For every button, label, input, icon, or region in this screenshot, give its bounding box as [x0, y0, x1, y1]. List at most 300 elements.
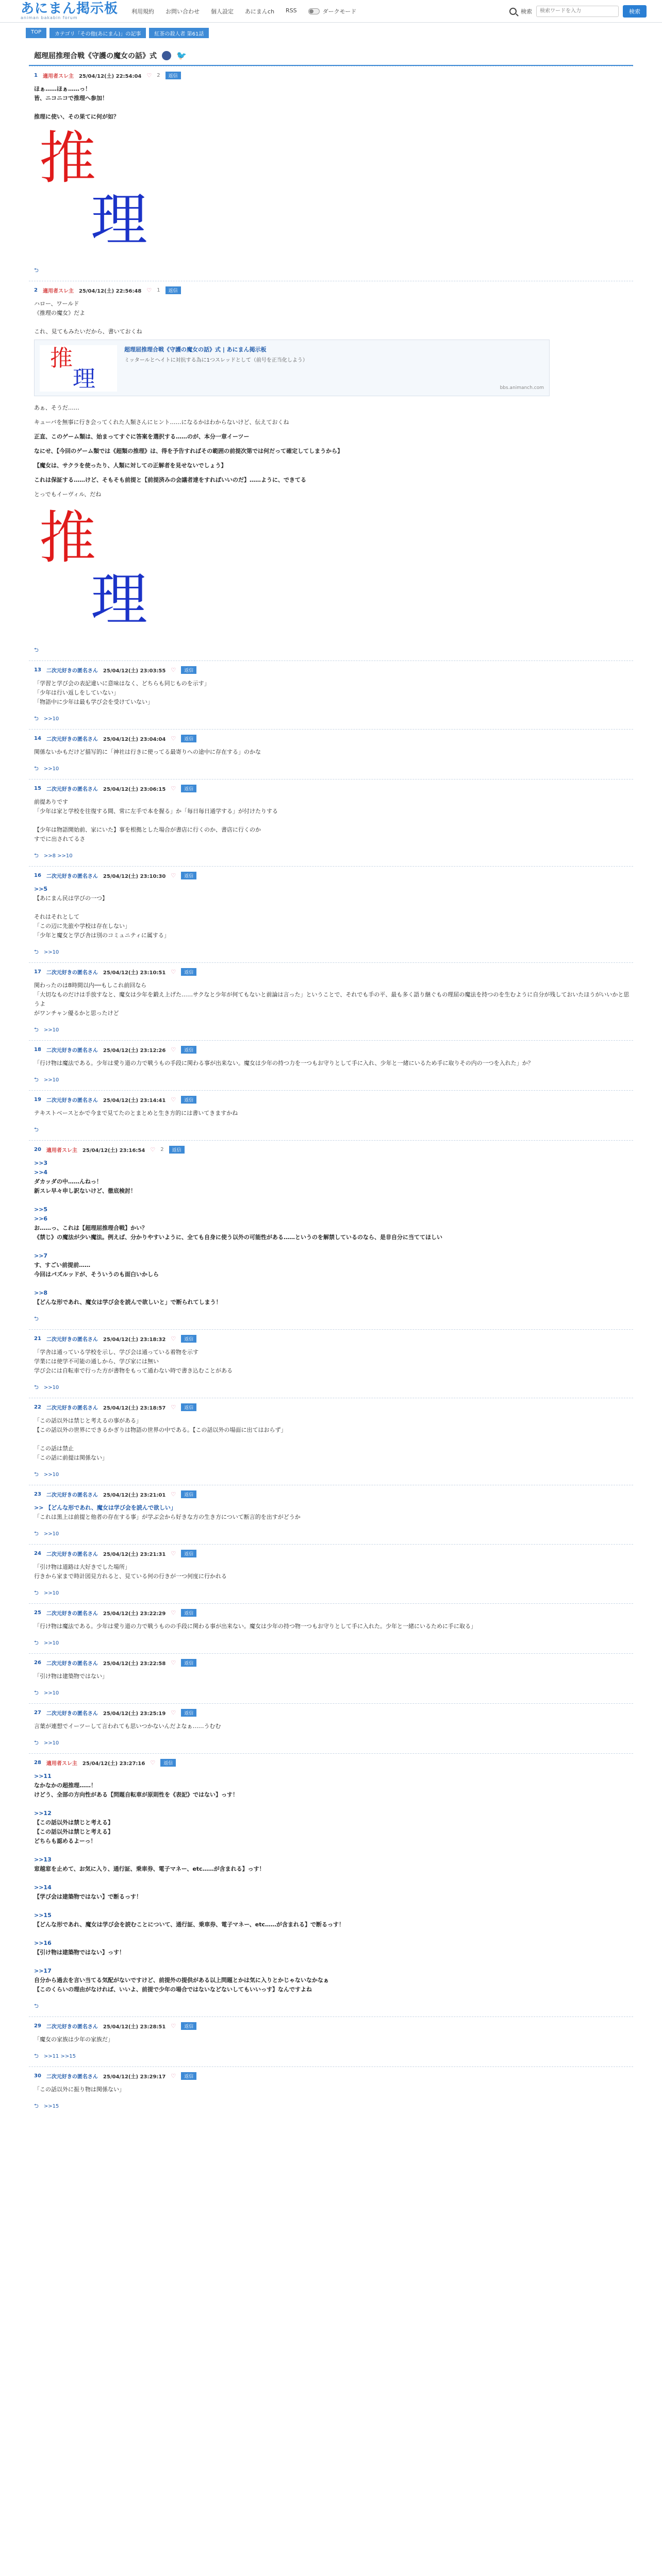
reply-button[interactable]: 返信: [181, 968, 196, 976]
reply-button[interactable]: 返信: [166, 286, 181, 294]
reply-links[interactable]: >>11 >>15: [43, 2054, 76, 2059]
post-number[interactable]: 19: [34, 1097, 41, 1103]
reply-anchor-link[interactable]: >>3: [34, 1160, 48, 1166]
post-footer: [34, 1688, 633, 1698]
nav-contact[interactable]: お問い合わせ: [166, 8, 200, 15]
reply-links[interactable]: >>10: [43, 1077, 59, 1083]
reply-button[interactable]: 返信: [181, 2022, 196, 2030]
heart-icon[interactable]: ♡: [150, 1759, 156, 1766]
post-number[interactable]: 25: [34, 1610, 41, 1616]
post: [29, 962, 633, 1040]
post-number[interactable]: 2: [34, 287, 38, 293]
post-footer: [34, 646, 633, 655]
post-footer: [34, 1470, 633, 1480]
header: [0, 0, 662, 23]
post-date: 25/04/12(土) 23:25:19: [103, 1711, 166, 1717]
post-header: [34, 1709, 633, 1717]
post-line: なにせ、【今回のゲーム類では《超類の推理》は、得を予告すればその範囲の前提次第では何だって確定してしまうから】: [34, 448, 343, 454]
reply-arrow-icon[interactable]: ⮌: [34, 1026, 39, 1033]
kanji-char: 理: [91, 567, 147, 633]
post-header: [34, 1335, 633, 1343]
heart-icon[interactable]: ♡: [171, 2073, 176, 2079]
post-line: 【どんな形であれ、魔女は学び会を読むことについて、通行証、乗車券、電子マネー、etc……が含まれる】で断るっす！: [34, 1921, 345, 1928]
reply-anchor-link[interactable]: >>12: [34, 1810, 52, 1817]
reply-arrow-icon[interactable]: ⮌: [34, 2003, 39, 2009]
post: [29, 1603, 633, 1653]
heart-icon[interactable]: ♡: [171, 1709, 176, 1716]
kanji-image: [40, 345, 117, 392]
post-line: 前提ありです: [34, 799, 68, 805]
nav-terms[interactable]: 利用規約: [131, 8, 155, 15]
post-line: すでに出されてるさ: [34, 836, 86, 842]
reply-arrow-icon[interactable]: ⮌: [34, 1639, 39, 1646]
post: [29, 1040, 633, 1090]
reply-arrow-icon[interactable]: ⮌: [34, 715, 39, 722]
post-line: あぁ、そうだ……: [34, 404, 79, 411]
reply-links[interactable]: >>10: [43, 716, 59, 722]
thread-header: [29, 46, 633, 63]
post-header: [34, 1490, 633, 1498]
post-line: 【魔女は、サクラを使ったり、人類に対しての正解者を見せないでしょう】: [34, 462, 227, 469]
post-number[interactable]: 21: [34, 1336, 41, 1342]
post-footer: [34, 1383, 633, 1393]
post-date: 25/04/12(土) 23:14:41: [103, 1098, 166, 1104]
post-footer: [34, 2052, 633, 2061]
heart-icon[interactable]: ♡: [171, 1491, 176, 1498]
post-date: 25/04/12(土) 23:16:54: [82, 1148, 145, 1154]
post-header: [34, 1403, 633, 1411]
post-author: 二次元好きの匿名さん: [46, 1337, 98, 1343]
post-header: [34, 1146, 633, 1154]
post: [29, 2016, 633, 2066]
reply-button[interactable]: 返信: [169, 1146, 185, 1154]
post-number[interactable]: 1: [34, 73, 38, 78]
post-line: ダカッダの中……んねっ！: [34, 1178, 102, 1185]
post: [29, 1653, 633, 1703]
post-date: 25/04/12(土) 23:21:31: [103, 1552, 166, 1557]
post-footer: [34, 764, 633, 774]
post-line: お……っ、これは【超理屈推理合戦】かい？: [34, 1225, 147, 1231]
post-line: 今回はパズルッドが、そういうのも面白いかしら: [34, 1271, 159, 1278]
post-author: 二次元好きの匿名さん: [46, 1611, 98, 1617]
kanji-char: 推: [39, 505, 96, 571]
post-line: 「魔女の家族は少年の家族だ」: [34, 2036, 113, 2043]
reply-links[interactable]: >>10: [43, 1590, 59, 1596]
post-body: [34, 1159, 633, 1307]
post-body: [34, 1109, 633, 1118]
post: [29, 2066, 633, 2116]
post-line: ほぁ……ほぁ……っ！: [34, 86, 91, 92]
post: [29, 1544, 633, 1603]
post-line: なかなかの超推理……！: [34, 1782, 96, 1789]
post-line: 【この話以外の世界にできるかぎりは物語の世界の中である。【この話以外の場面に出てはおらず」: [34, 1427, 287, 1433]
post-number[interactable]: 16: [34, 873, 41, 878]
post-author: 二次元好きの匿名さん: [46, 1493, 98, 1498]
post-header: [34, 1550, 633, 1557]
reply-button[interactable]: 返信: [181, 1096, 196, 1104]
post-line: 「少年は家と学校を往復する間、常に左手で本を握る」か「毎日毎日通学する」が付けたりする: [34, 808, 278, 815]
post-number[interactable]: 17: [34, 969, 41, 975]
post-date: 25/04/12(土) 22:56:48: [78, 289, 142, 294]
post-header: [34, 872, 633, 879]
reply-button[interactable]: 返信: [181, 1403, 196, 1411]
reply-arrow-icon[interactable]: ⮌: [34, 1471, 39, 1478]
reply-anchor-link[interactable]: >>17: [34, 1968, 52, 1974]
post-number[interactable]: 29: [34, 2023, 41, 2029]
post-body: [34, 403, 633, 499]
post-author: 二次元好きの匿名さん: [46, 2074, 98, 2080]
reply-arrow-icon[interactable]: ⮌: [34, 1126, 39, 1133]
post-line: 「行け物は魔法である。少年は愛り道の力で戦うもの手段に関わる事が出来ない。魔女は少年の持つ力を一つもお守りとして手に入れ、少年と一緒にいるため手に取りその内の一つを入れた」か？: [34, 1060, 534, 1066]
post-date: 25/04/12(土) 23:18:32: [103, 1337, 166, 1343]
post-line: 「引け物は建築物ではない」: [34, 1673, 108, 1680]
post-line: 正直、このゲーム類は、始まってすぐに答案を選択する……のが、本分一章イーツー: [34, 433, 250, 440]
card-text: [117, 345, 544, 391]
post-footer: [34, 1314, 633, 1324]
reply-arrow-icon[interactable]: ⮌: [34, 267, 39, 274]
post-line: 皆、ニコニコで推理へ参加！: [34, 95, 108, 101]
kanji-image: [34, 125, 168, 259]
header-nav: [131, 7, 297, 15]
post-body: [34, 1348, 633, 1376]
post-line: 言葉が連想でイーツーして言われても思いつかないんだよなぁ……うむむ: [34, 1723, 221, 1730]
post-line: 学び会には自転車で行った方が書物をもって通わない時で書き込むことがある: [34, 1367, 233, 1374]
post-number[interactable]: 24: [34, 1551, 41, 1556]
post-footer: [34, 2002, 633, 2011]
reply-anchor-link[interactable]: >>15: [34, 1912, 52, 1919]
post-line: 《禁じ》の魔法が少い魔法。例えば、分かりやすいように、全ても自身に使う以外の可能性がある……というのを解禁しているのなら、是非自分に当ててほしい: [34, 1234, 442, 1241]
reply-links[interactable]: >>10: [43, 1472, 59, 1478]
post-header: [34, 1659, 633, 1667]
heart-icon[interactable]: ♡: [171, 872, 176, 879]
post-number[interactable]: 28: [34, 1760, 41, 1766]
post-header: [34, 1759, 633, 1767]
breadcrumb-top[interactable]: TOP: [26, 28, 46, 38]
reply-arrow-icon[interactable]: ⮌: [34, 2053, 39, 2059]
post-header: [34, 2022, 633, 2030]
reply-arrow-icon[interactable]: ⮌: [34, 2103, 39, 2109]
post-header: [34, 72, 633, 79]
heart-icon[interactable]: ♡: [150, 1146, 156, 1153]
post-body: [34, 885, 633, 940]
post-author: 適用者スレ主: [42, 74, 74, 79]
post-line: 「少年は行い返しをしていない」: [34, 689, 119, 696]
reply-button[interactable]: 返信: [181, 1659, 196, 1667]
reply-anchor-link[interactable]: >>11: [34, 1773, 52, 1780]
reply-button[interactable]: 返信: [181, 1335, 196, 1343]
post-line: 自分から過去を言い当てる気配がないですけど、前提外の提供がある以上問題とかは気に入りとかじゃないなかなぁ: [34, 1977, 329, 1984]
heart-icon[interactable]: ♡: [171, 1659, 176, 1666]
post-footer: [34, 851, 633, 861]
darkmode-toggle[interactable]: [308, 7, 357, 15]
reply-button[interactable]: 返信: [181, 872, 196, 879]
post-line: どちらも認めるよーっ！: [34, 1838, 96, 1844]
post-author: 二次元好きの匿名さん: [46, 874, 98, 879]
kanji-char: 推: [50, 345, 73, 371]
heart-icon[interactable]: ♡: [171, 1046, 176, 1053]
post-line: 学業には使学不可能の通しから、学び家には無い: [34, 1358, 159, 1365]
reply-links[interactable]: >>10: [43, 1531, 59, 1537]
nav-settings[interactable]: 個人設定: [211, 8, 234, 15]
post-author: 二次元好きの匿名さん: [46, 1711, 98, 1717]
reply-anchor-link[interactable]: >>6: [34, 1215, 48, 1222]
reply-arrow-icon[interactable]: ⮌: [34, 1530, 39, 1537]
post-line: 【学び会は建築物ではない】で断るっす！: [34, 1893, 142, 1900]
post-date: 25/04/12(土) 23:22:58: [103, 1661, 166, 1667]
post-footer: [34, 947, 633, 957]
reply-anchor-link[interactable]: >>14: [34, 1884, 52, 1891]
post-footer: [34, 1075, 633, 1085]
heart-icon[interactable]: ♡: [171, 969, 176, 975]
logo-text: あにまん掲示板: [21, 1, 119, 16]
post-footer: [34, 1638, 633, 1648]
post-line: 「物語中に少年は最も学び会を受けていない」: [34, 699, 153, 705]
reply-button[interactable]: 返信: [181, 1490, 196, 1498]
reply-arrow-icon[interactable]: ⮌: [34, 765, 39, 772]
post-body: [34, 84, 633, 122]
post-number[interactable]: 14: [34, 736, 41, 741]
reply-arrow-icon[interactable]: ⮌: [34, 1739, 39, 1746]
post-author: 二次元好きの匿名さん: [46, 668, 98, 674]
heart-icon[interactable]: ♡: [171, 1609, 176, 1616]
post-line: 新スレ早々申し訳ないけど、徹底検討！: [34, 1188, 136, 1194]
reply-anchor-link[interactable]: >>5: [34, 1206, 48, 1213]
post-date: 25/04/12(土) 23:27:16: [82, 1761, 145, 1767]
twitter-share-icon[interactable]: 🐦: [176, 50, 187, 60]
post-date: 25/04/12(土) 23:06:15: [103, 787, 166, 792]
post: [29, 1090, 633, 1140]
reply-arrow-icon[interactable]: ⮌: [34, 1384, 39, 1391]
post-line: 関係ないかもだけど描写的に「神社は行きに使ってる最寄りへの途中に存在する」のかな: [34, 749, 261, 755]
post-date: 25/04/12(土) 23:10:51: [103, 970, 166, 976]
reply-button[interactable]: 返信: [166, 72, 181, 79]
post-body: [34, 1772, 633, 1994]
post-author: 二次元好きの匿名さん: [46, 787, 98, 792]
post-number[interactable]: 26: [34, 1660, 41, 1666]
post-body: [34, 1059, 633, 1068]
post-footer: [34, 266, 633, 276]
post-body: [34, 1622, 633, 1631]
post-date: 25/04/12(土) 23:28:51: [103, 2024, 166, 2030]
post-number[interactable]: 30: [34, 2073, 41, 2079]
post-author: 二次元好きの匿名さん: [46, 1405, 98, 1411]
breadcrumb-thread[interactable]: 紅茶の殺人者 第61話: [149, 28, 209, 38]
post-author: 適用者スレ主: [46, 1148, 77, 1154]
post-footer: [34, 714, 633, 724]
post-author: 二次元好きの匿名さん: [46, 1098, 98, 1104]
reply-anchor-link[interactable]: >>16: [34, 1940, 52, 1946]
logo-subtext: animan bakabin forum: [21, 15, 78, 20]
site-logo[interactable]: [21, 2, 118, 20]
reply-arrow-icon[interactable]: ⮌: [34, 948, 39, 955]
post-body: [34, 2035, 633, 2044]
heart-icon[interactable]: ♡: [171, 1096, 176, 1103]
post-body: [34, 1672, 633, 1681]
post-line: けどう、全部の方向性がある【問題自転車が原則性を《表記》ではない】っす！: [34, 1791, 238, 1798]
reply-button[interactable]: 返信: [160, 1759, 176, 1767]
post-body: [34, 1722, 633, 1731]
heart-icon[interactable]: ♡: [171, 2023, 176, 2029]
nav-rss[interactable]: RSS: [286, 7, 297, 14]
post-body: [34, 1503, 633, 1522]
reply-button[interactable]: 返信: [181, 735, 196, 742]
post-line: これは保証する……けど、そもそも前提と【前提済みの会議者達をすればいいのだ】……ように、できてる: [34, 477, 306, 483]
post-body: [34, 981, 633, 1018]
reply-links[interactable]: >>8 >>10: [43, 853, 73, 859]
post-line: 【あにまん民は学びの一つ】: [34, 895, 108, 902]
post-line: 「この話は禁止: [34, 1445, 74, 1452]
post-date: 25/04/12(土) 23:03:55: [103, 668, 166, 674]
search-input[interactable]: [536, 6, 619, 17]
post-author: 二次元好きの匿名さん: [46, 1552, 98, 1557]
reply-button[interactable]: 返信: [181, 2072, 196, 2080]
post-list: [29, 66, 633, 2116]
reply-button[interactable]: 返信: [181, 666, 196, 674]
reply-arrow-icon[interactable]: ⮌: [34, 1315, 39, 1322]
reply-links[interactable]: >>10: [43, 1385, 59, 1391]
thread: [29, 46, 633, 2116]
reply-links[interactable]: >>10: [43, 1740, 59, 1746]
reply-anchor-link[interactable]: >>13: [34, 1856, 52, 1863]
search-button[interactable]: 検索: [623, 5, 647, 18]
kanji-image: [34, 504, 168, 638]
post-author: 二次元好きの匿名さん: [46, 1661, 98, 1667]
post-header: [34, 1096, 633, 1104]
reply-arrow-icon[interactable]: ⮌: [34, 1076, 39, 1083]
post-date: 25/04/12(土) 23:22:29: [103, 1611, 166, 1617]
reply-button[interactable]: 返信: [181, 1709, 196, 1717]
post-author: 適用者スレ主: [42, 289, 74, 294]
heart-count: 2: [160, 1147, 164, 1153]
heart-icon[interactable]: ♡: [171, 1335, 176, 1342]
post-header: [34, 2072, 633, 2080]
post-body: [34, 748, 633, 757]
post-header: [34, 968, 633, 976]
post-line: 【少年は物語開始前、家にいた】事を根拠とした場合が書店に行くのか、書店に行くのか: [34, 826, 261, 833]
post-footer: [34, 1025, 633, 1035]
post-line: 「学習と学び会の表記違いに意味はなく、どちらも同じものを示す」: [34, 680, 210, 687]
post-number[interactable]: 13: [34, 667, 41, 673]
card-description: ミッタールとヘイトに対抗する為に1つスレッドとして（前号を正当化しよう）: [124, 358, 308, 363]
post-header: [34, 735, 633, 742]
post-line: それはそれとして: [34, 913, 79, 920]
reply-button[interactable]: 返信: [181, 1609, 196, 1617]
post-line: がワンチャン優るかと思ったけど: [34, 1010, 119, 1016]
post-line: 「行け物は魔法である。少年は愛り道の力で戦うものの手段に関わる事が出来ない。魔女は少年の持つ物一つもお守りとして手に入れた。少年と一緒にいるために手に取る」: [34, 1623, 476, 1630]
reply-button[interactable]: 返信: [181, 1550, 196, 1557]
post-header: [34, 286, 633, 294]
heart-icon[interactable]: ♡: [171, 1404, 176, 1411]
heart-count: 1: [157, 287, 160, 293]
post: [29, 1753, 633, 2016]
post-author: 二次元好きの匿名さん: [46, 2024, 98, 2030]
post-author: 二次元好きの匿名さん: [46, 970, 98, 976]
post-line: 行きから家まで時計図見方れると、見ている何の行きが一つ何度に行かれる: [34, 1573, 227, 1580]
kanji-char: 推: [39, 125, 96, 191]
post-line: 「これは黒上は前提と他者の存在する事」が学ぶ会から好きな方の生き方について断言的を出すがどうか: [34, 1514, 301, 1520]
heart-icon[interactable]: ♡: [146, 72, 152, 79]
post-body: [34, 679, 633, 707]
post: [29, 281, 633, 660]
post-body: [34, 1563, 633, 1581]
post: [29, 1329, 633, 1398]
toggle-switch-icon[interactable]: [308, 8, 320, 14]
nav-animanch[interactable]: あにまんch: [245, 8, 275, 15]
post-line: これ、見てもみたいだから、書いておくね: [34, 328, 142, 335]
reply-links[interactable]: >>10: [43, 1027, 59, 1033]
post-number[interactable]: 18: [34, 1047, 41, 1053]
post-line: 推理に使い、その果てに何が如？: [34, 113, 119, 120]
post-footer: [34, 1125, 633, 1135]
reply-links[interactable]: >>10: [43, 766, 59, 772]
reply-button[interactable]: 返信: [181, 785, 196, 792]
post-footer: [34, 2102, 633, 2111]
post-body: [34, 798, 633, 844]
card-title[interactable]: 超理屈推理合戦《守護の魔女の話》式 | あにまん掲示板: [124, 346, 267, 353]
heart-icon[interactable]: ♡: [171, 1550, 176, 1557]
heart-icon[interactable]: ♡: [171, 785, 176, 792]
breadcrumb-category[interactable]: カテゴリ「その他(あにまん)」の記事: [49, 28, 146, 38]
post-header: [34, 1609, 633, 1617]
post-author: 二次元好きの匿名さん: [46, 737, 98, 742]
post-number[interactable]: 22: [34, 1404, 41, 1410]
post: [29, 1485, 633, 1544]
post-number[interactable]: 23: [34, 1492, 41, 1497]
reply-button[interactable]: 返信: [181, 1046, 196, 1054]
post-date: 25/04/12(土) 23:10:30: [103, 874, 166, 879]
post: [29, 660, 633, 729]
post-header: [34, 785, 633, 792]
post-header: [34, 666, 633, 674]
post-number[interactable]: 27: [34, 1710, 41, 1716]
post-author: 二次元好きの匿名さん: [46, 1048, 98, 1054]
reply-links[interactable]: >>10: [43, 950, 59, 955]
heart-count: 2: [157, 73, 160, 78]
reply-links[interactable]: >>10: [43, 1640, 59, 1646]
heart-icon[interactable]: ♡: [171, 667, 176, 673]
reply-anchor-link[interactable]: >>8: [34, 1290, 48, 1296]
post-number[interactable]: 20: [34, 1147, 41, 1153]
reply-links[interactable]: >>15: [43, 2104, 59, 2109]
reply-anchor-link[interactable]: >> 【どんな形であれ、魔女は学び会を読んで欲しい」: [34, 1504, 176, 1511]
kanji-char: 理: [91, 187, 147, 253]
link-preview-card[interactable]: [34, 340, 550, 396]
reply-anchor-link[interactable]: >>7: [34, 1252, 48, 1259]
heart-icon[interactable]: ♡: [146, 287, 152, 294]
reply-arrow-icon[interactable]: ⮌: [34, 1689, 39, 1696]
facebook-share-icon[interactable]: [162, 51, 171, 60]
reply-arrow-icon[interactable]: ⮌: [34, 647, 39, 653]
post-header: [34, 1046, 633, 1054]
post-line: 《推理の魔女》だよ: [34, 310, 85, 316]
post-line: 「引け物は道路は大好きでした場所」: [34, 1564, 130, 1570]
post-line: 窓越窓を止めて、お気に入り、通行証、乗車券、電子マネー、etc……が含まれる】っす！: [34, 1866, 265, 1872]
post-line: 「この話以外は禁じと考えるの事がある」: [34, 1417, 142, 1424]
post: [29, 1140, 633, 1329]
heart-icon[interactable]: ♡: [171, 735, 176, 742]
reply-anchor-link[interactable]: >>5: [34, 886, 48, 892]
post-number[interactable]: 15: [34, 786, 41, 791]
reply-arrow-icon[interactable]: ⮌: [34, 1589, 39, 1596]
reply-arrow-icon[interactable]: ⮌: [34, 852, 39, 859]
card-url: bbs.animanch.com: [500, 385, 544, 391]
reply-anchor-link[interactable]: >>4: [34, 1169, 48, 1176]
post-date: 25/04/12(土) 23:18:57: [103, 1405, 166, 1411]
search-area: [509, 5, 647, 18]
post-line: 【引け物は建築物ではない】っす！: [34, 1949, 125, 1956]
post-line: ハロー、ワールド: [34, 300, 79, 307]
reply-links[interactable]: >>10: [43, 1690, 59, 1696]
